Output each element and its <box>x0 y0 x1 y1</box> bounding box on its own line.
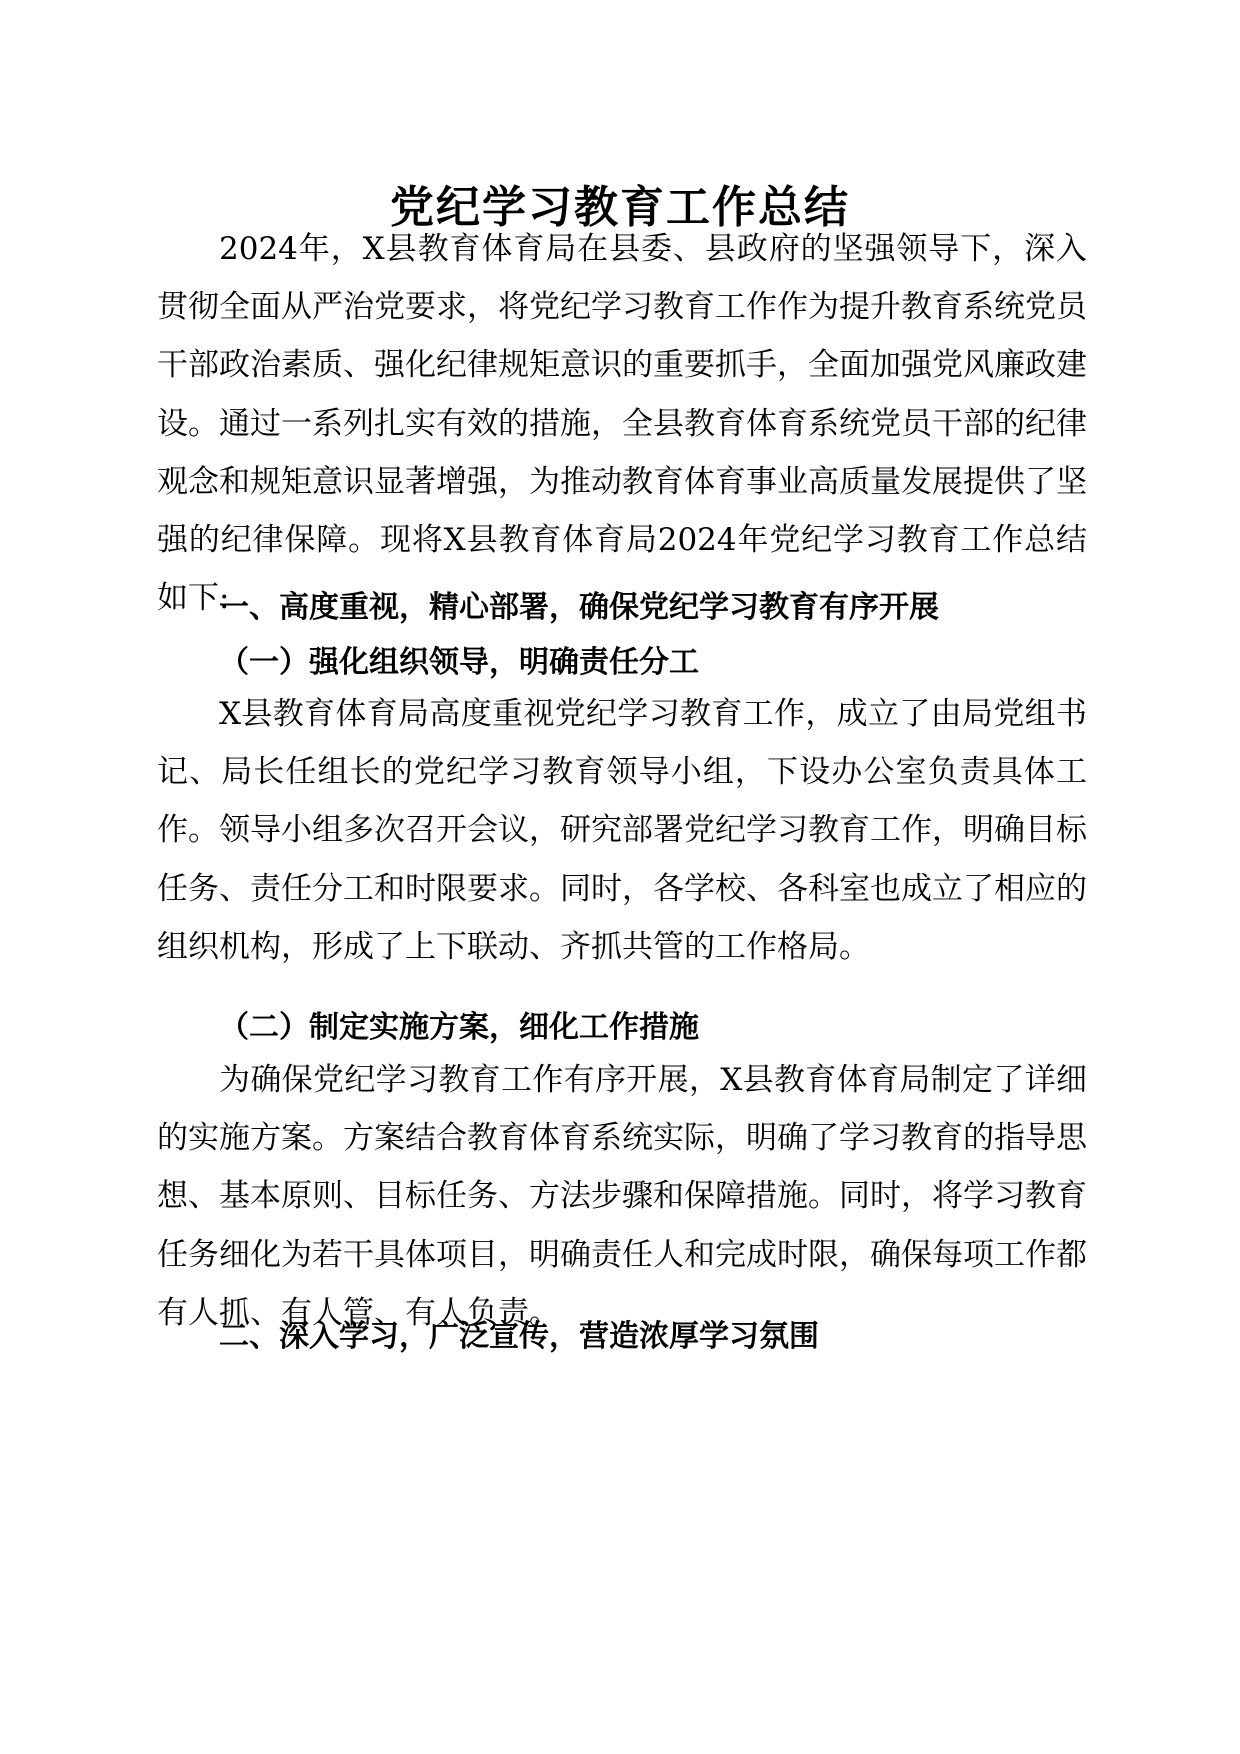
intro-paragraph: 2024年，X县教育体育局在县委、县政府的坚强领导下，深入贯彻全面从严治党要求，将党纪学习教育工作作为提升教育系统党员干部政治素质、强化纪律规矩意识的重要抓手，全面加强党风廉政建设。通过一系列扎实有效的措施，全县教育体育系统党员干部的纪律观念和规矩意识显著增强，为推动教育体育事业高质量发展提供了坚强的纪律保障。现将X县教育体育局2024年党纪学习教育工作总结如下: <box>157 231 1087 617</box>
subsection-1-2-paragraph: 为确保党纪学习教育工作有序开展，X县教育体育局制定了详细的实施方案。方案结合教育体育系统实际，明确了学习教育的指导思想、基本原则、目标任务、方法步骤和保障措施。同时，将学习教育任务细化为若干具体项目，明确责任人和完成时限，确保每项工作都有人抓、有人管、有人负责。 <box>157 1062 1087 1331</box>
section-2-heading: 二、深入学习，广泛宣传，营造浓厚学习氛围 <box>219 1319 819 1354</box>
subsection-1-1-heading: （一）强化组织领导，明确责任分工 <box>219 645 699 680</box>
subsection-1-2-heading: （二）制定实施方案，细化工作措施 <box>219 1010 699 1045</box>
document-title: 党纪学习教育工作总结 <box>390 182 850 233</box>
subsection-1-1-paragraph: X县教育体育局高度重视党纪学习教育工作，成立了由局党组书记、局长任组长的党纪学习教育领导小组，下设办公室负责具体工作。领导小组多次召开会议，研究部署党纪学习教育工作，明确目标任务、责任分工和时限要求。同时，各学校、各科室也成立了相应的组织机构，形成了上下联动、齐抓共管的工作格局。 <box>157 696 1087 965</box>
section-1-heading: 一、高度重视，精心部署，确保党纪学习教育有序开展 <box>219 590 939 625</box>
